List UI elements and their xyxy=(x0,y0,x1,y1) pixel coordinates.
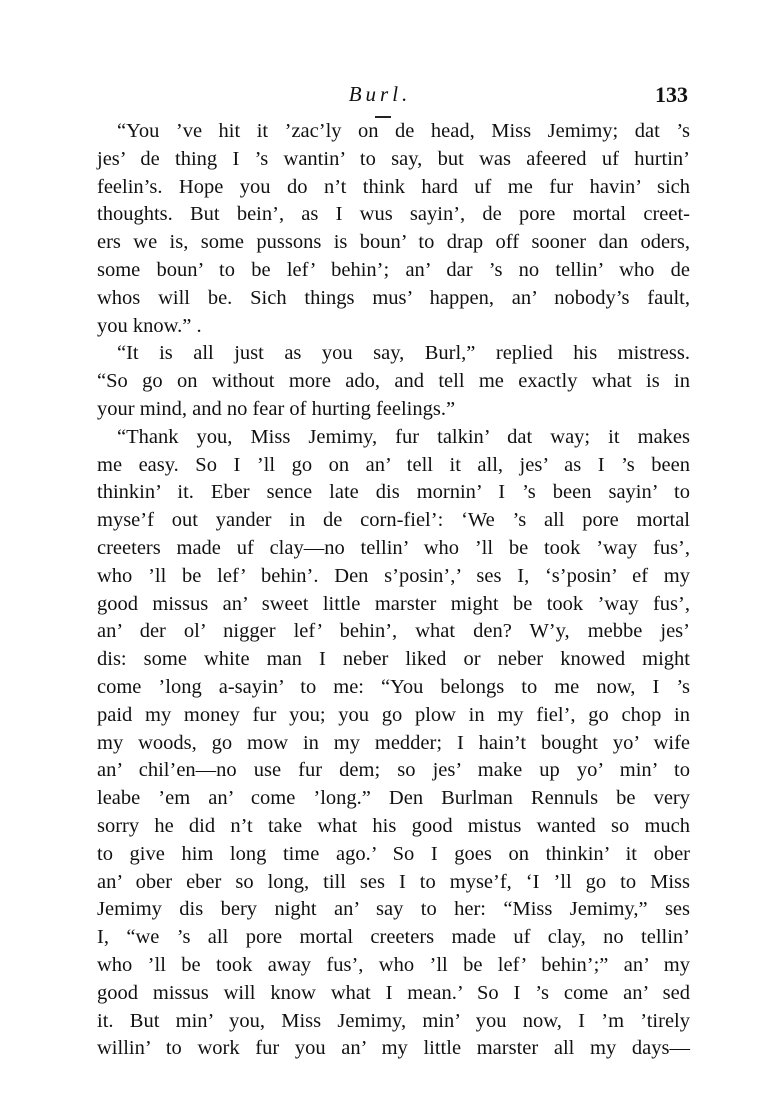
text-line: you know.” . xyxy=(97,314,202,337)
text-line: it. But min’ you, Miss Jemimy, min’ you now, I ’m ’tirely xyxy=(97,1009,690,1032)
text-line: “It is all just as you say, Burl,” replied his mistress. xyxy=(117,342,690,365)
running-title: Burl. xyxy=(348,82,412,106)
text-line: creeters made uf clay—no tellin’ who ’ll be took ’way fus’, xyxy=(97,536,690,559)
page-body xyxy=(97,118,690,1063)
text-line: who ’ll be took away fus’, who ’ll be lef’ behin’;” an’ my xyxy=(97,953,690,976)
text-line: dis: some white man I neber liked or neber knowed might xyxy=(97,648,690,671)
text-line: thinkin’ it. Eber sence late dis mornin’ I ’s been sayin’ to xyxy=(97,481,690,504)
text-line: ers we is, some pussons is boun’ to drap off sooner dan oders, xyxy=(97,231,690,254)
text-line: come ’long a-sayin’ to me: “You belongs to me now, I ’s xyxy=(97,675,690,698)
text-line: willin’ to work fur you an’ my little marster all my days— xyxy=(97,1037,690,1060)
text-line: an’ der ol’ nigger lef’ behin’, what den? W’y, mebbe jes’ xyxy=(97,620,690,643)
text-line: feelin’s. Hope you do n’t think hard uf me fur havin’ sich xyxy=(97,175,690,198)
page-number: 133 xyxy=(655,82,688,107)
text-line: who ’ll be lef’ behin’. Den s’posin’,’ ses I, ‘s’posin’ ef my xyxy=(97,564,690,587)
text-line: some boun’ to be lef’ behin’; an’ dar ’s no tellin’ who de xyxy=(97,258,690,281)
text-line: Jemimy dis bery night an’ say to her: “Miss Jemimy,” ses xyxy=(97,898,690,921)
text-line: leabe ’em an’ come ’long.” Den Burlman Rennuls be very xyxy=(97,787,690,810)
text-line: “Thank you, Miss Jemimy, fur talkin’ dat way; it makes xyxy=(117,425,690,448)
text-line: sorry he did n’t take what his good mistus wanted so much xyxy=(97,814,690,837)
text-line: “So go on without more ado, and tell me exactly what is in xyxy=(97,370,690,393)
text-line: my woods, go mow in my medder; I hain’t bought yo’ wife xyxy=(97,731,690,754)
text-line: thoughts. But bein’, as I wus sayin’, de pore mortal creet- xyxy=(97,203,690,226)
text-line: an’ chil’en—no use fur dem; so jes’ make up yo’ min’ to xyxy=(97,759,690,782)
text-line: whos will be. Sich things mus’ happen, an’ nobody’s fault, xyxy=(97,286,690,309)
text-line: me easy. So I ’ll go on an’ tell it all, jes’ as I ’s been xyxy=(97,453,690,476)
text-line: “You ’ve hit it ’zac’ly on de head, Miss Jemimy; dat ’s xyxy=(117,120,690,142)
text-line: your mind, and no fear of hurting feelings.” xyxy=(97,397,456,420)
text-line: good missus an’ sweet little marster might be took ’way fus’, xyxy=(97,592,690,615)
text-line: myse’f out yander in de corn-fiel’: ‘We ’s all pore mortal xyxy=(97,509,690,532)
text-line: jes’ de thing I ’s wantin’ to say, but was afeered uf hurtin’ xyxy=(97,147,690,170)
text-line: I, “we ’s all pore mortal creeters made uf clay, no tellin’ xyxy=(97,926,690,949)
text-line: paid my money fur you; you go plow in my fiel’, go chop in xyxy=(97,703,690,726)
text-line: good missus will know what I mean.’ So I ’s come an’ sed xyxy=(97,981,690,1004)
text-line: to give him long time ago.’ So I goes on thinkin’ it ober xyxy=(97,842,690,865)
text-line: an’ ober eber so long, till ses I to myse’f, ‘I ’ll go to Miss xyxy=(97,870,690,893)
